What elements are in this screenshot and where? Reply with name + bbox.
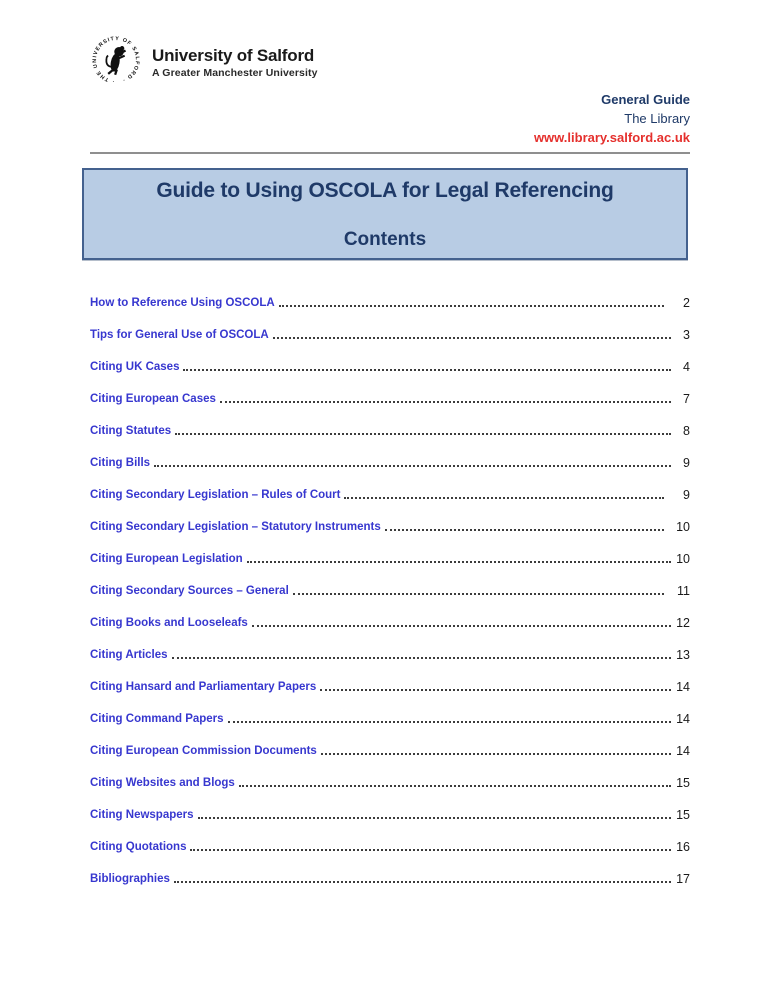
toc-link[interactable]: Citing Websites and Blogs: [90, 777, 235, 789]
toc-leader-dots: [239, 785, 671, 787]
lion-icon: [106, 46, 125, 75]
toc-leader-dots: [247, 561, 671, 563]
toc-page-number: 7: [683, 392, 690, 406]
toc-entry: [90, 567, 690, 599]
toc-page-number: 9: [683, 488, 690, 502]
toc-leader-dots: [172, 657, 671, 659]
toc-entry: [90, 791, 690, 823]
toc-link[interactable]: How to Reference Using OSCOLA: [90, 297, 275, 309]
toc-entry: [90, 855, 690, 887]
toc-entry: [90, 471, 690, 503]
toc-page-number: 8: [683, 424, 690, 438]
toc-leader-dots: [273, 337, 671, 339]
toc-leader-dots: [385, 529, 664, 531]
toc-leader-dots: [252, 625, 671, 627]
contents-heading: Contents: [343, 229, 427, 250]
toc-page-number: 15: [676, 808, 690, 822]
library-label: The Library: [624, 111, 690, 126]
toc-page-number: 11: [677, 584, 690, 598]
toc-page-number: 15: [676, 776, 690, 790]
toc-entry: [90, 823, 690, 855]
logo-text-block: [152, 41, 318, 79]
toc-link[interactable]: Citing Secondary Legislation – Statutory Instruments: [90, 521, 381, 533]
toc-leader-dots: [190, 849, 671, 851]
logo-tagline: A Greater Manchester University: [152, 66, 318, 79]
toc-entry: [90, 439, 690, 471]
toc-page-number: 16: [676, 840, 690, 854]
toc-link[interactable]: Citing Secondary Sources – General: [90, 585, 289, 597]
toc-page-number: 13: [676, 648, 690, 662]
toc-link[interactable]: Citing UK Cases: [90, 361, 180, 373]
table-of-contents: [90, 279, 690, 887]
toc-leader-dots: [321, 753, 671, 755]
toc-link[interactable]: Citing Command Papers: [90, 713, 224, 725]
guide-info-block: [90, 90, 690, 147]
title-box: [82, 168, 688, 260]
toc-leader-dots: [320, 689, 671, 691]
toc-page-number: 14: [676, 744, 690, 758]
toc-link[interactable]: Citing Articles: [90, 649, 168, 661]
toc-entry: [90, 311, 690, 343]
toc-page-number: 14: [676, 712, 690, 726]
toc-page-number: 17: [676, 872, 690, 886]
toc-entry: [90, 599, 690, 631]
toc-leader-dots: [220, 401, 671, 403]
toc-entry: [90, 727, 690, 759]
toc-entry: [90, 695, 690, 727]
toc-leader-dots: [154, 465, 671, 467]
toc-leader-dots: [183, 369, 671, 371]
library-website-link[interactable]: www.library.salford.ac.uk: [533, 130, 690, 145]
toc-entry: [90, 535, 690, 567]
page-header: [0, 0, 768, 147]
toc-link[interactable]: Citing Books and Looseleafs: [90, 617, 248, 629]
toc-link[interactable]: Citing European Commission Documents: [90, 745, 317, 757]
toc-leader-dots: [228, 721, 671, 723]
toc-page-number: 3: [683, 328, 690, 342]
toc-leader-dots: [198, 817, 671, 819]
header-divider: [90, 152, 690, 154]
guide-type-label: General Guide: [601, 92, 690, 107]
toc-link[interactable]: Citing Newspapers: [90, 809, 194, 821]
toc-link[interactable]: Bibliographies: [90, 873, 170, 885]
toc-link[interactable]: Citing Hansard and Parliamentary Papers: [90, 681, 317, 693]
toc-link[interactable]: Citing European Legislation: [90, 553, 243, 565]
toc-entry: [90, 759, 690, 791]
toc-page-number: 14: [676, 680, 690, 694]
toc-link[interactable]: Tips for General Use of OSCOLA: [90, 329, 269, 341]
toc-page-number: 4: [683, 360, 690, 374]
toc-page-number: 12: [676, 616, 690, 630]
university-logo: [90, 34, 690, 86]
toc-link[interactable]: Citing Bills: [90, 457, 151, 469]
toc-page-number: 10: [676, 520, 690, 534]
toc-entry: [90, 407, 690, 439]
toc-leader-dots: [174, 881, 671, 883]
toc-entry: [90, 343, 690, 375]
toc-leader-dots: [344, 497, 664, 499]
toc-leader-dots: [175, 433, 671, 435]
toc-leader-dots: [279, 305, 664, 307]
toc-link[interactable]: Citing Statutes: [90, 425, 172, 437]
svg-text:· THE UNIVERSITY OF SALFORD ·: · THE UNIVERSITY OF SALFORD ·: [92, 35, 141, 84]
logo-wordmark: University of Salford: [152, 46, 315, 66]
toc-entry: [90, 631, 690, 663]
toc-page-number: 2: [683, 296, 690, 310]
toc-link[interactable]: Citing Quotations: [90, 841, 187, 853]
university-seal-icon: [90, 34, 142, 86]
toc-link[interactable]: Citing European Cases: [90, 393, 216, 405]
document-title: Guide to Using OSCOLA for Legal Referencing: [156, 179, 614, 202]
toc-page-number: 10: [676, 552, 690, 566]
toc-entry: [90, 503, 690, 535]
toc-leader-dots: [293, 593, 664, 595]
toc-link[interactable]: Citing Secondary Legislation – Rules of Court: [90, 489, 341, 501]
toc-page-number: 9: [683, 456, 690, 470]
toc-entry: [90, 279, 690, 311]
toc-entry: [90, 375, 690, 407]
toc-entry: [90, 663, 690, 695]
